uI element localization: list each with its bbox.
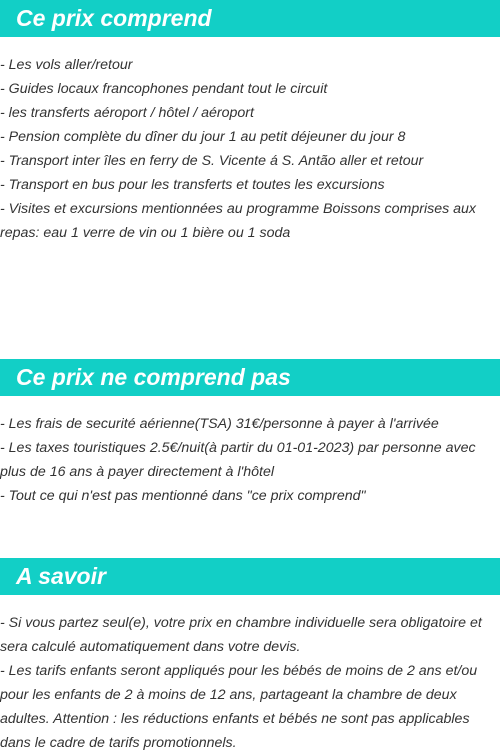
list-item: - Visites et excursions mentionnées au programme Boissons comprises aux repas: eau 1 verre de vin ou 1 bière ou 1 soda — [0, 201, 477, 241]
section-body — [0, 412, 500, 508]
section-price-excludes — [0, 359, 500, 508]
list-item: - Transport inter îles en ferry de S. Vicente á S. Antão aller et retour — [0, 153, 424, 169]
list-item: - Transport en bus pour les transferts et toutes les excursions — [0, 177, 385, 193]
list-item: - Les frais de securité aérienne(TSA) 31€/personne à payer à l'arrivée — [0, 416, 439, 432]
section-title: Ce prix ne comprend pas — [0, 359, 500, 396]
list-item: - les transferts aéroport / hôtel / aéroport — [0, 105, 254, 121]
list-item: - Si vous partez seul(e), votre prix en chambre individuelle sera obligatoire et sera calculé automatiquement dans votre devis. — [0, 615, 482, 655]
list-item: - Pension complète du dîner du jour 1 au petit déjeuner du jour 8 — [0, 129, 406, 145]
list-item: - Les taxes touristiques 2.5€/nuit(à partir du 01-01-2023) par personne avec plus de 16 ans à payer directement à l'hôtel — [0, 440, 476, 480]
list-item: - Tout ce qui n'est pas mentionné dans "ce prix comprend" — [0, 488, 366, 504]
section-body — [0, 53, 500, 245]
section-body — [0, 611, 500, 755]
list-item: - Guides locaux francophones pendant tout le circuit — [0, 81, 328, 97]
section-price-includes — [0, 0, 500, 245]
section-title: A savoir — [0, 558, 500, 595]
list-item: - Les tarifs enfants seront appliqués pour les bébés de moins de 2 ans et/ou pour les enfants de 2 à moins de 12 ans, partageant la chambre de deux adultes. Attention : les réductions enfants et bébés ne sont pas applicables dans le cadre de tarifs promotionnels. — [0, 663, 478, 751]
section-good-to-know — [0, 558, 500, 755]
list-item: - Les vols aller/retour — [0, 57, 133, 73]
section-title: Ce prix comprend — [0, 0, 500, 37]
